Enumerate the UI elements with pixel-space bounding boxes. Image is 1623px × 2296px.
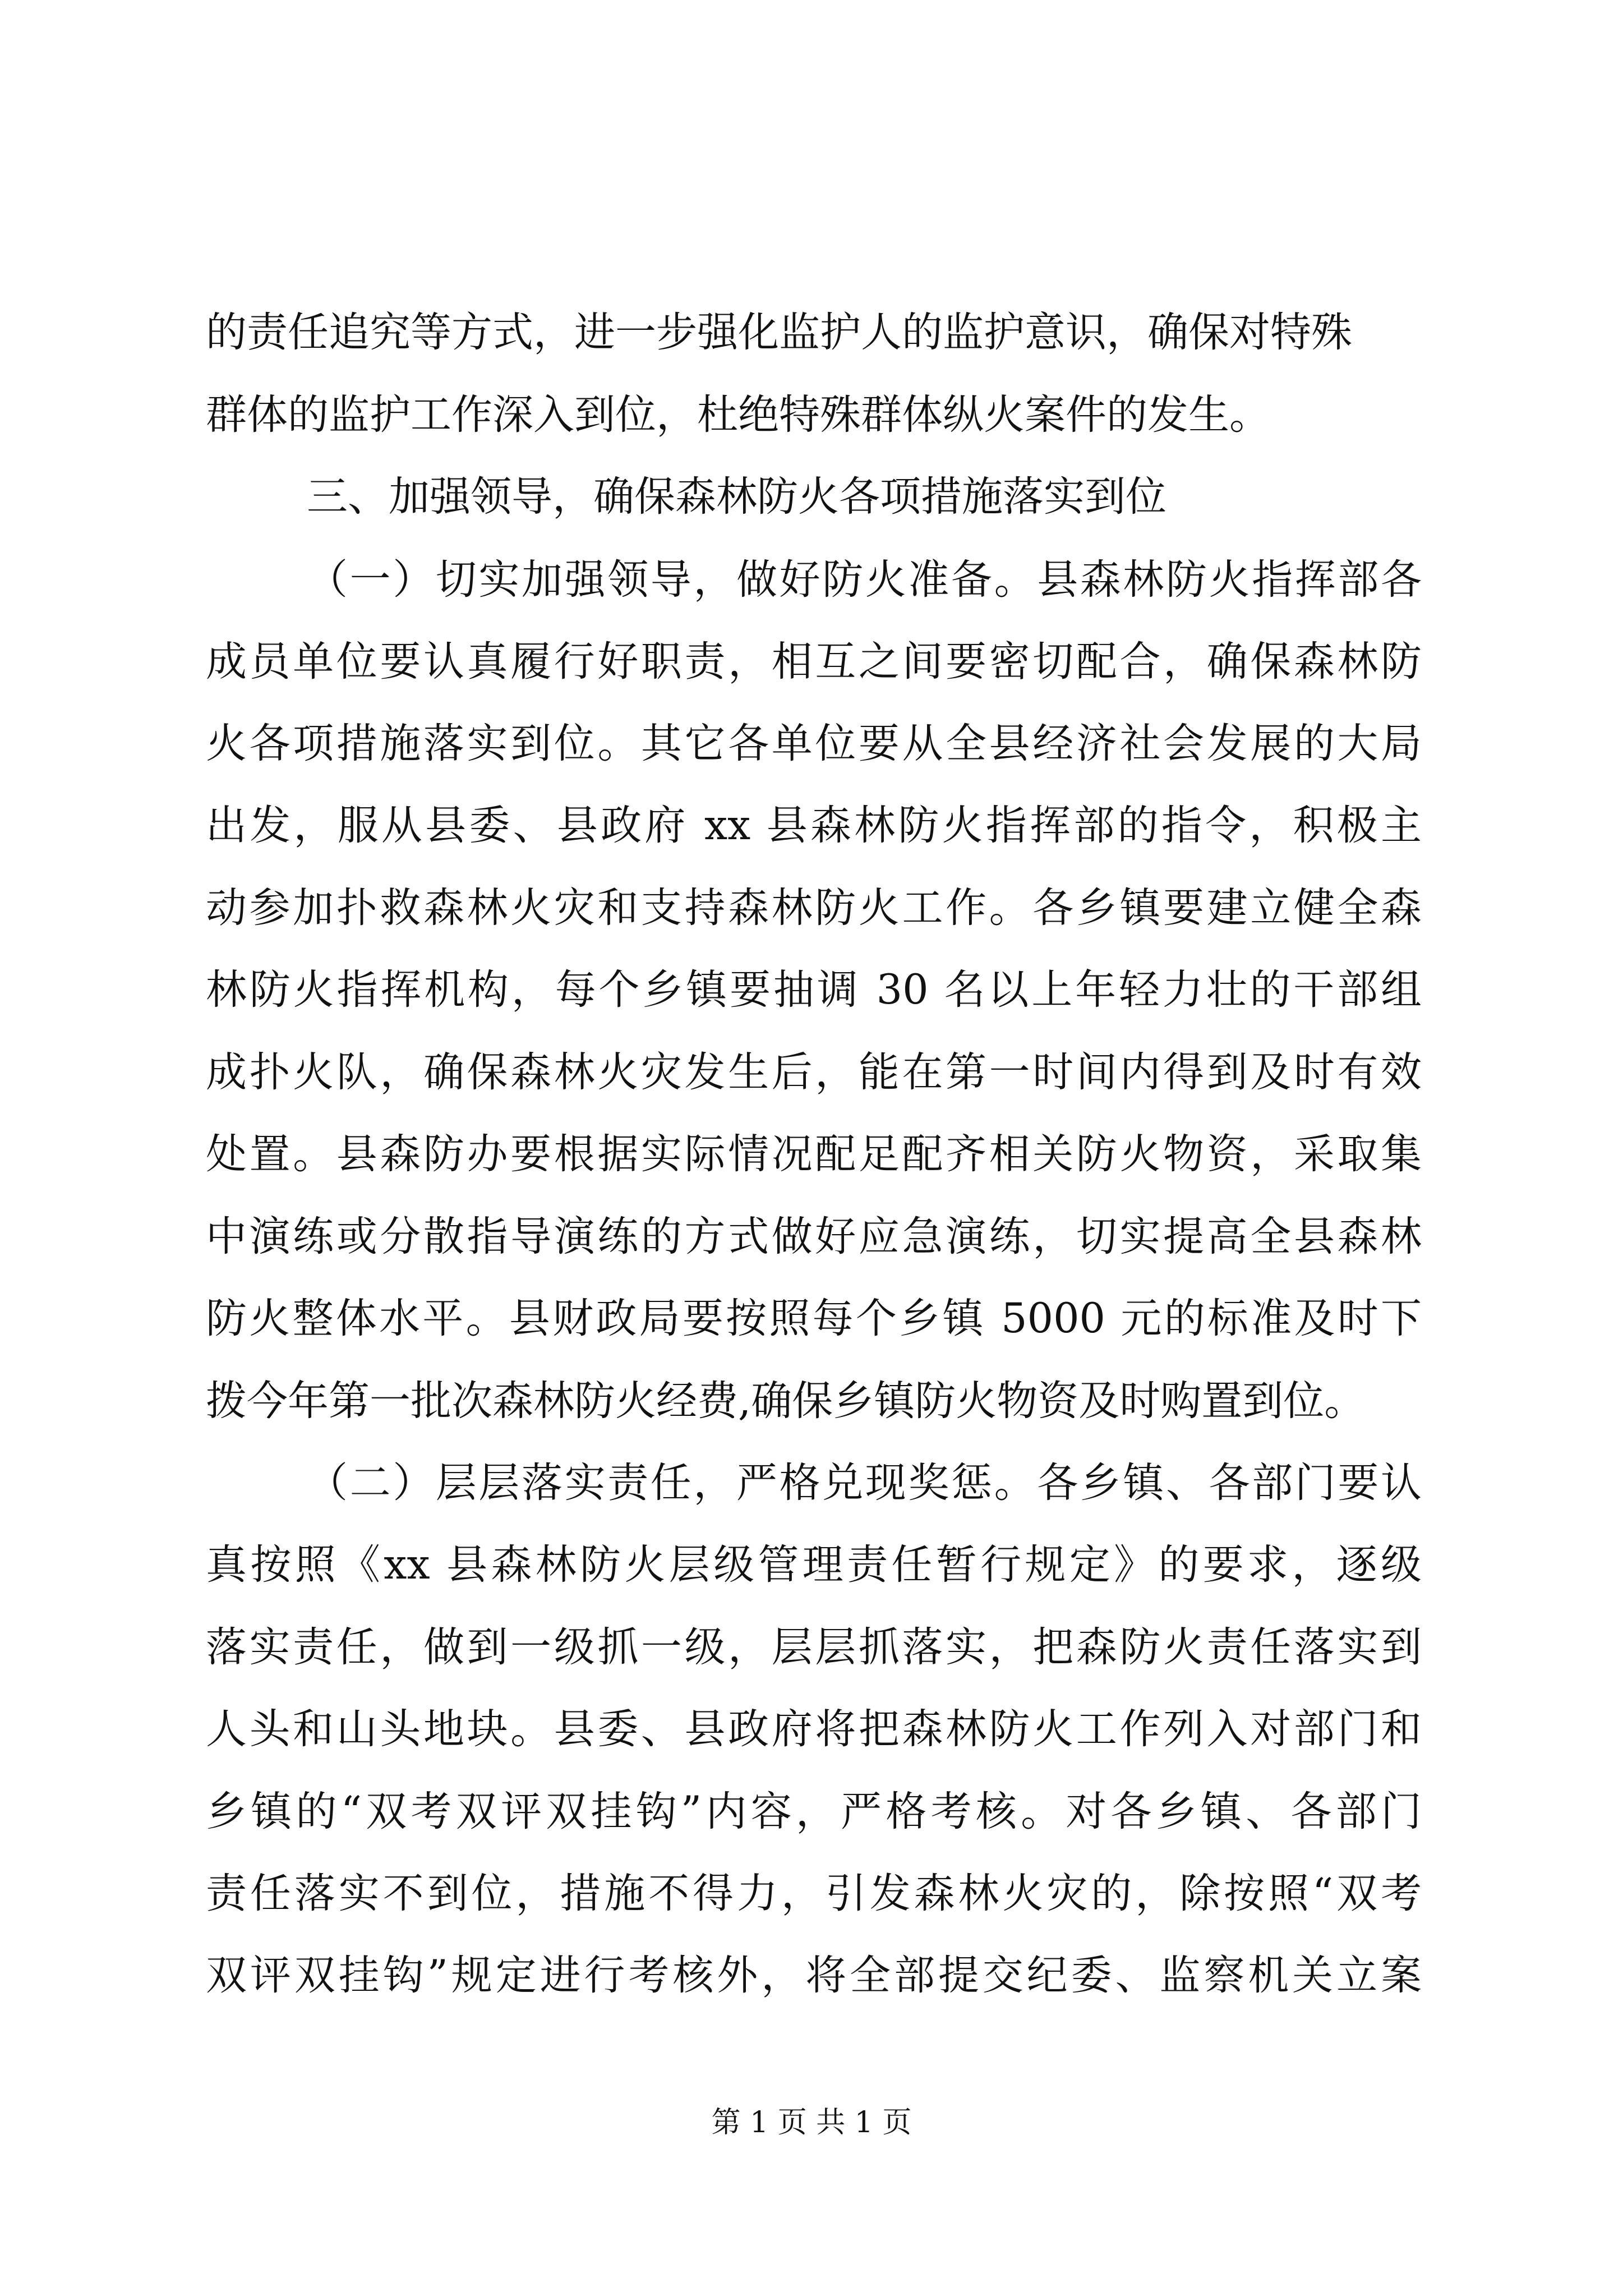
body-line: 拨今年第一批次森林防火经费,确保乡镇防火物资及时购置到位。 bbox=[206, 1379, 1366, 1424]
body-line: 群体的监护工作深入到位，杜绝特殊群体纵火案件的发生。 bbox=[206, 393, 1270, 438]
body-line: 的责任追究等方式，进一步强化监护人的监护意识，确保对特殊 bbox=[206, 310, 1352, 355]
section-heading: 三、加强领导，确保森林防火各项措施落实到位 bbox=[307, 475, 1166, 519]
body-line: 处置。县森防办要根据实际情况配足配齐相关防火物资，采取集 bbox=[206, 1132, 1422, 1177]
body-line: 防火整体水平。县财政局要按照每个乡镇 5000 元的标准及时下 bbox=[206, 1296, 1422, 1341]
body-line: 中演练或分散指导演练的方式做好应急演练，切实提高全县森林 bbox=[206, 1214, 1422, 1259]
body-line: 乡镇的“双考双评双挂钩”内容，严格考核。对各乡镇、各部门 bbox=[206, 1789, 1422, 1834]
page-footer: 第 1 页 共 1 页 bbox=[711, 2106, 912, 2139]
body-line: 火各项措施落实到位。其它各单位要从全县经济社会发展的大局 bbox=[206, 721, 1422, 766]
body-line: 真按照《xx 县森林防火层级管理责任暂行规定》的要求，逐级 bbox=[206, 1543, 1422, 1588]
body-line: 双评双挂钩”规定进行考核外，将全部提交纪委、监察机关立案 bbox=[206, 1953, 1422, 1998]
body-line: 落实责任，做到一级抓一级，层层抓落实，把森防火责任落实到 bbox=[206, 1625, 1422, 1670]
body-line: 林防火指挥机构，每个乡镇要抽调 30 名以上年轻力壮的干部组 bbox=[206, 968, 1422, 1013]
paragraph-first-line: （二）层层落实责任，严格兑现奖惩。各乡镇、各部门要认 bbox=[307, 1461, 1422, 1506]
body-line: 人头和山头地块。县委、县政府将把森林防火工作列入对部门和 bbox=[206, 1707, 1422, 1752]
paragraph-first-line: （一）切实加强领导，做好防火准备。县森林防火指挥部各 bbox=[307, 558, 1422, 602]
body-line: 成扑火队，确保森林火灾发生后，能在第一时间内得到及时有效 bbox=[206, 1050, 1422, 1095]
body-line: 动参加扑救森林火灾和支持森林防火工作。各乡镇要建立健全森 bbox=[206, 886, 1422, 931]
body-line: 出发，服从县委、县政府 xx 县森林防火指挥部的指令，积极主 bbox=[206, 803, 1422, 848]
body-line: 责任落实不到位，措施不得力，引发森林火灾的，除按照“双考 bbox=[206, 1871, 1422, 1916]
body-line: 成员单位要认真履行好职责，相互之间要密切配合，确保森林防 bbox=[206, 639, 1422, 684]
